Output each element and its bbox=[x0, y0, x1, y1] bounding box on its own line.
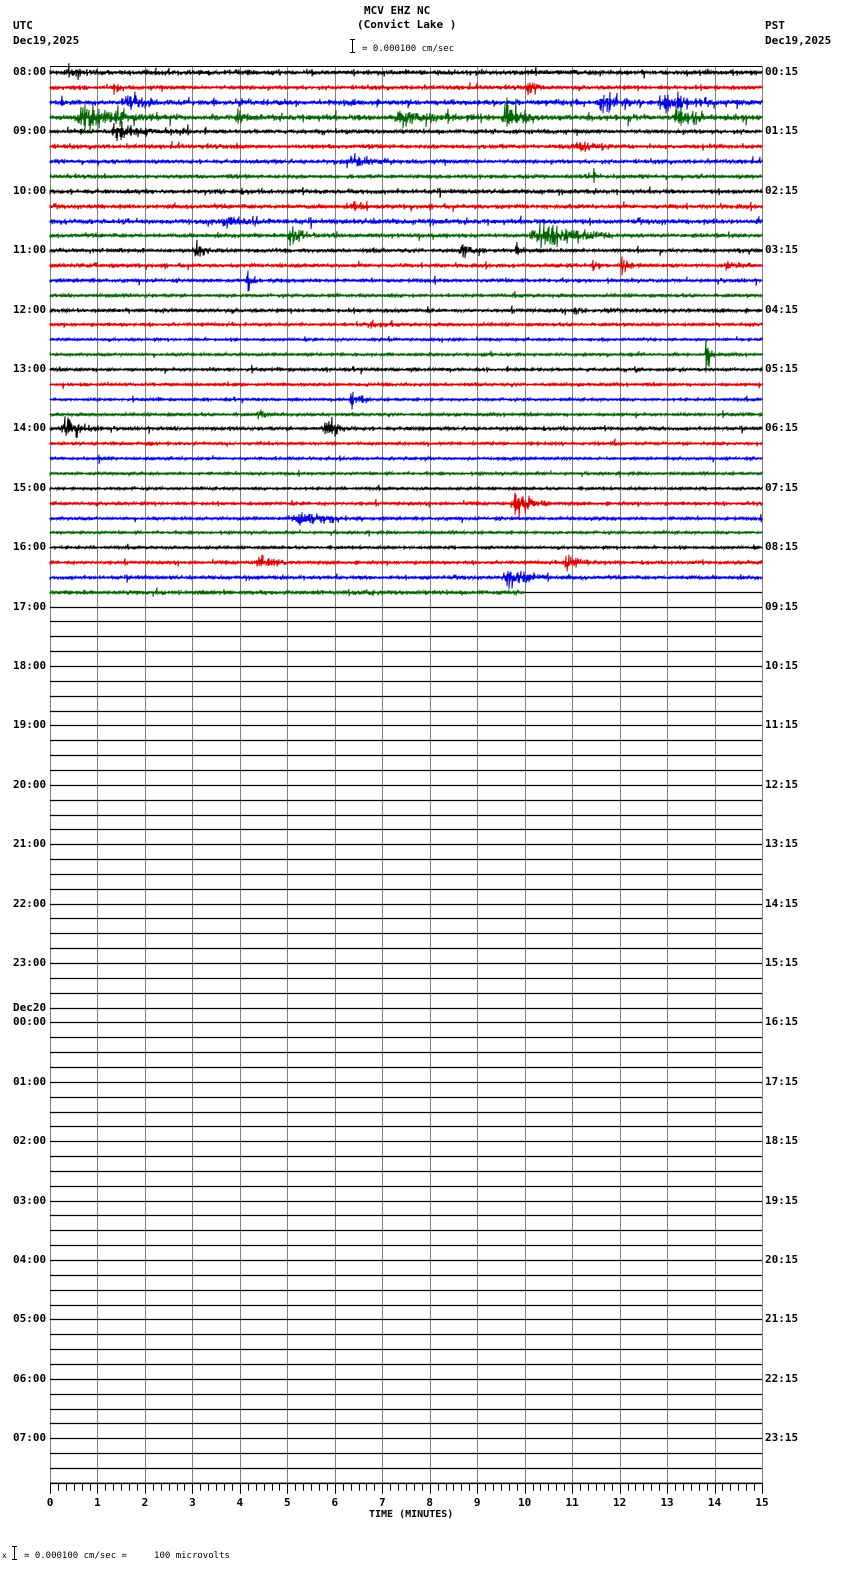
seismic-trace bbox=[50, 320, 762, 329]
seismic-trace bbox=[50, 571, 762, 589]
pst-time-label: 17:15 bbox=[765, 1074, 799, 1088]
utc-hour-label: 10:00 bbox=[13, 183, 47, 197]
seismic-traces bbox=[50, 63, 762, 596]
pst-time-label: 14:15 bbox=[765, 896, 799, 910]
utc-hour-label: 08:00 bbox=[13, 65, 47, 78]
utc-hour-label: 15:00 bbox=[13, 480, 47, 494]
pst-time-label: 15:15 bbox=[765, 956, 799, 969]
footer-mark: x bbox=[2, 1551, 7, 1560]
x-tick-label: 15 bbox=[755, 1495, 769, 1509]
utc-hour-label: 02:00 bbox=[13, 1134, 47, 1148]
utc-hour-label: 23:00 bbox=[13, 956, 47, 969]
seismic-trace bbox=[50, 271, 762, 292]
seismic-trace bbox=[50, 555, 762, 572]
seismic-trace bbox=[50, 216, 762, 229]
utc-hour-label: 06:00 bbox=[13, 1371, 47, 1385]
seismic-trace bbox=[50, 201, 762, 212]
utc-hour-label: 22:00 bbox=[13, 896, 47, 910]
seismic-trace bbox=[50, 485, 762, 491]
seismic-trace bbox=[50, 410, 762, 420]
seismic-trace bbox=[50, 256, 762, 275]
minute-gridlines bbox=[51, 66, 763, 1483]
utc-hour-label: 11:00 bbox=[13, 243, 47, 257]
pst-time-label: 22:15 bbox=[765, 1371, 799, 1385]
pst-time-label: 20:15 bbox=[765, 1253, 799, 1266]
x-tick-label: 0 bbox=[46, 1495, 54, 1509]
seismic-trace bbox=[50, 512, 762, 525]
pst-time-label: 05:15 bbox=[765, 362, 799, 375]
utc-hour-label: 04:00 bbox=[13, 1253, 47, 1266]
utc-hour-label: 14:00 bbox=[13, 421, 47, 435]
seismic-trace bbox=[50, 382, 762, 390]
x-tick-label: 8 bbox=[426, 1495, 434, 1509]
seismic-trace bbox=[50, 82, 762, 95]
pst-time-label: 09:15 bbox=[765, 599, 799, 613]
x-tick-label: 12 bbox=[612, 1495, 627, 1509]
station-location: (Convict Lake ) bbox=[357, 18, 457, 31]
x-tick-label: 3 bbox=[189, 1495, 196, 1509]
trace-baselines bbox=[50, 67, 762, 1484]
seismic-trace bbox=[50, 168, 762, 183]
pst-time-label: 01:15 bbox=[765, 124, 799, 138]
seismic-trace bbox=[50, 492, 762, 520]
pst-time-label: 10:15 bbox=[765, 659, 799, 672]
utc-date-label: Dec20 bbox=[13, 1001, 47, 1015]
seismic-trace bbox=[50, 455, 762, 464]
utc-hour-label: 00:00 bbox=[13, 1015, 47, 1029]
utc-hour-label: 01:00 bbox=[13, 1074, 47, 1088]
x-axis-title: TIME (MINUTES) bbox=[369, 1509, 454, 1520]
pst-time-label: 13:15 bbox=[765, 837, 799, 851]
x-tick-label: 14 bbox=[707, 1495, 722, 1509]
pst-time-label: 23:15 bbox=[765, 1431, 799, 1445]
utc-hour-label: 17:00 bbox=[13, 599, 47, 613]
x-tick-label: 6 bbox=[331, 1495, 339, 1509]
seismic-trace bbox=[50, 291, 762, 298]
utc-hour-label: 13:00 bbox=[13, 362, 47, 375]
seismic-trace bbox=[50, 222, 762, 248]
footer-scale-text: = 0.000100 cm/sec = 100 microvolts bbox=[24, 1551, 230, 1561]
seismic-trace bbox=[50, 240, 762, 258]
utc-hour-label: 16:00 bbox=[13, 540, 47, 554]
pst-time-label: 19:15 bbox=[765, 1193, 799, 1207]
right-timezone: PST bbox=[765, 19, 785, 32]
seismic-trace bbox=[50, 392, 762, 410]
utc-hour-label: 07:00 bbox=[13, 1431, 47, 1445]
seismic-trace bbox=[50, 470, 762, 478]
utc-hour-label: 18:00 bbox=[13, 659, 47, 672]
seismic-trace bbox=[50, 544, 762, 550]
right-date: Dec19,2025 bbox=[765, 34, 832, 47]
utc-hour-label: 12:00 bbox=[13, 302, 47, 316]
seismic-trace bbox=[50, 306, 762, 316]
seismic-trace bbox=[50, 63, 762, 80]
x-tick-label: 2 bbox=[141, 1495, 149, 1509]
time-axis bbox=[47, 1483, 769, 1509]
utc-hour-label: 20:00 bbox=[13, 777, 47, 791]
pst-time-label: 16:15 bbox=[765, 1015, 799, 1029]
seismic-trace bbox=[50, 187, 762, 198]
pst-time-label: 04:15 bbox=[765, 302, 799, 316]
seismic-trace bbox=[50, 439, 762, 447]
pst-time-label: 18:15 bbox=[765, 1134, 799, 1148]
utc-hour-label: 19:00 bbox=[13, 718, 47, 732]
x-tick-label: 7 bbox=[378, 1495, 386, 1509]
pst-time-label: 07:15 bbox=[765, 480, 799, 494]
x-tick-label: 5 bbox=[284, 1495, 291, 1509]
header-scale-text: = 0.000100 cm/sec bbox=[362, 44, 455, 54]
pst-time-label: 11:15 bbox=[765, 718, 799, 732]
pst-time-label: 21:15 bbox=[765, 1312, 799, 1326]
footer-scale-bar-icon bbox=[12, 1546, 17, 1560]
left-timezone: UTC bbox=[13, 19, 33, 32]
utc-hour-label: 03:00 bbox=[13, 1193, 47, 1207]
x-tick-label: 11 bbox=[565, 1495, 579, 1509]
pst-time-label: 02:15 bbox=[765, 183, 799, 197]
seismic-trace bbox=[50, 365, 762, 374]
utc-hour-label: 21:00 bbox=[13, 837, 47, 851]
seismic-trace bbox=[50, 91, 762, 113]
scale-bar-icon bbox=[350, 39, 355, 53]
left-date: Dec19,2025 bbox=[13, 34, 80, 47]
pst-time-label: 06:15 bbox=[765, 421, 799, 435]
utc-hour-label: 05:00 bbox=[13, 1312, 47, 1326]
seismic-trace bbox=[50, 153, 762, 168]
station-title: MCV EHZ NC bbox=[364, 4, 431, 17]
seismic-trace bbox=[50, 530, 762, 537]
x-tick-label: 13 bbox=[660, 1495, 674, 1509]
seismic-trace bbox=[50, 336, 762, 343]
seismic-trace bbox=[50, 141, 762, 152]
seismic-trace bbox=[50, 416, 762, 438]
x-tick-label: 1 bbox=[94, 1495, 101, 1509]
pst-time-label: 08:15 bbox=[765, 540, 799, 554]
pst-time-label: 12:15 bbox=[765, 777, 799, 791]
pst-time-label: 00:15 bbox=[765, 65, 799, 78]
x-tick-label: 4 bbox=[236, 1495, 244, 1509]
utc-hour-label: 09:00 bbox=[13, 124, 47, 138]
pst-time-label: 03:15 bbox=[765, 243, 799, 257]
seismic-trace bbox=[50, 339, 762, 373]
x-tick-label: 9 bbox=[473, 1495, 481, 1509]
x-tick-label: 10 bbox=[518, 1495, 532, 1509]
